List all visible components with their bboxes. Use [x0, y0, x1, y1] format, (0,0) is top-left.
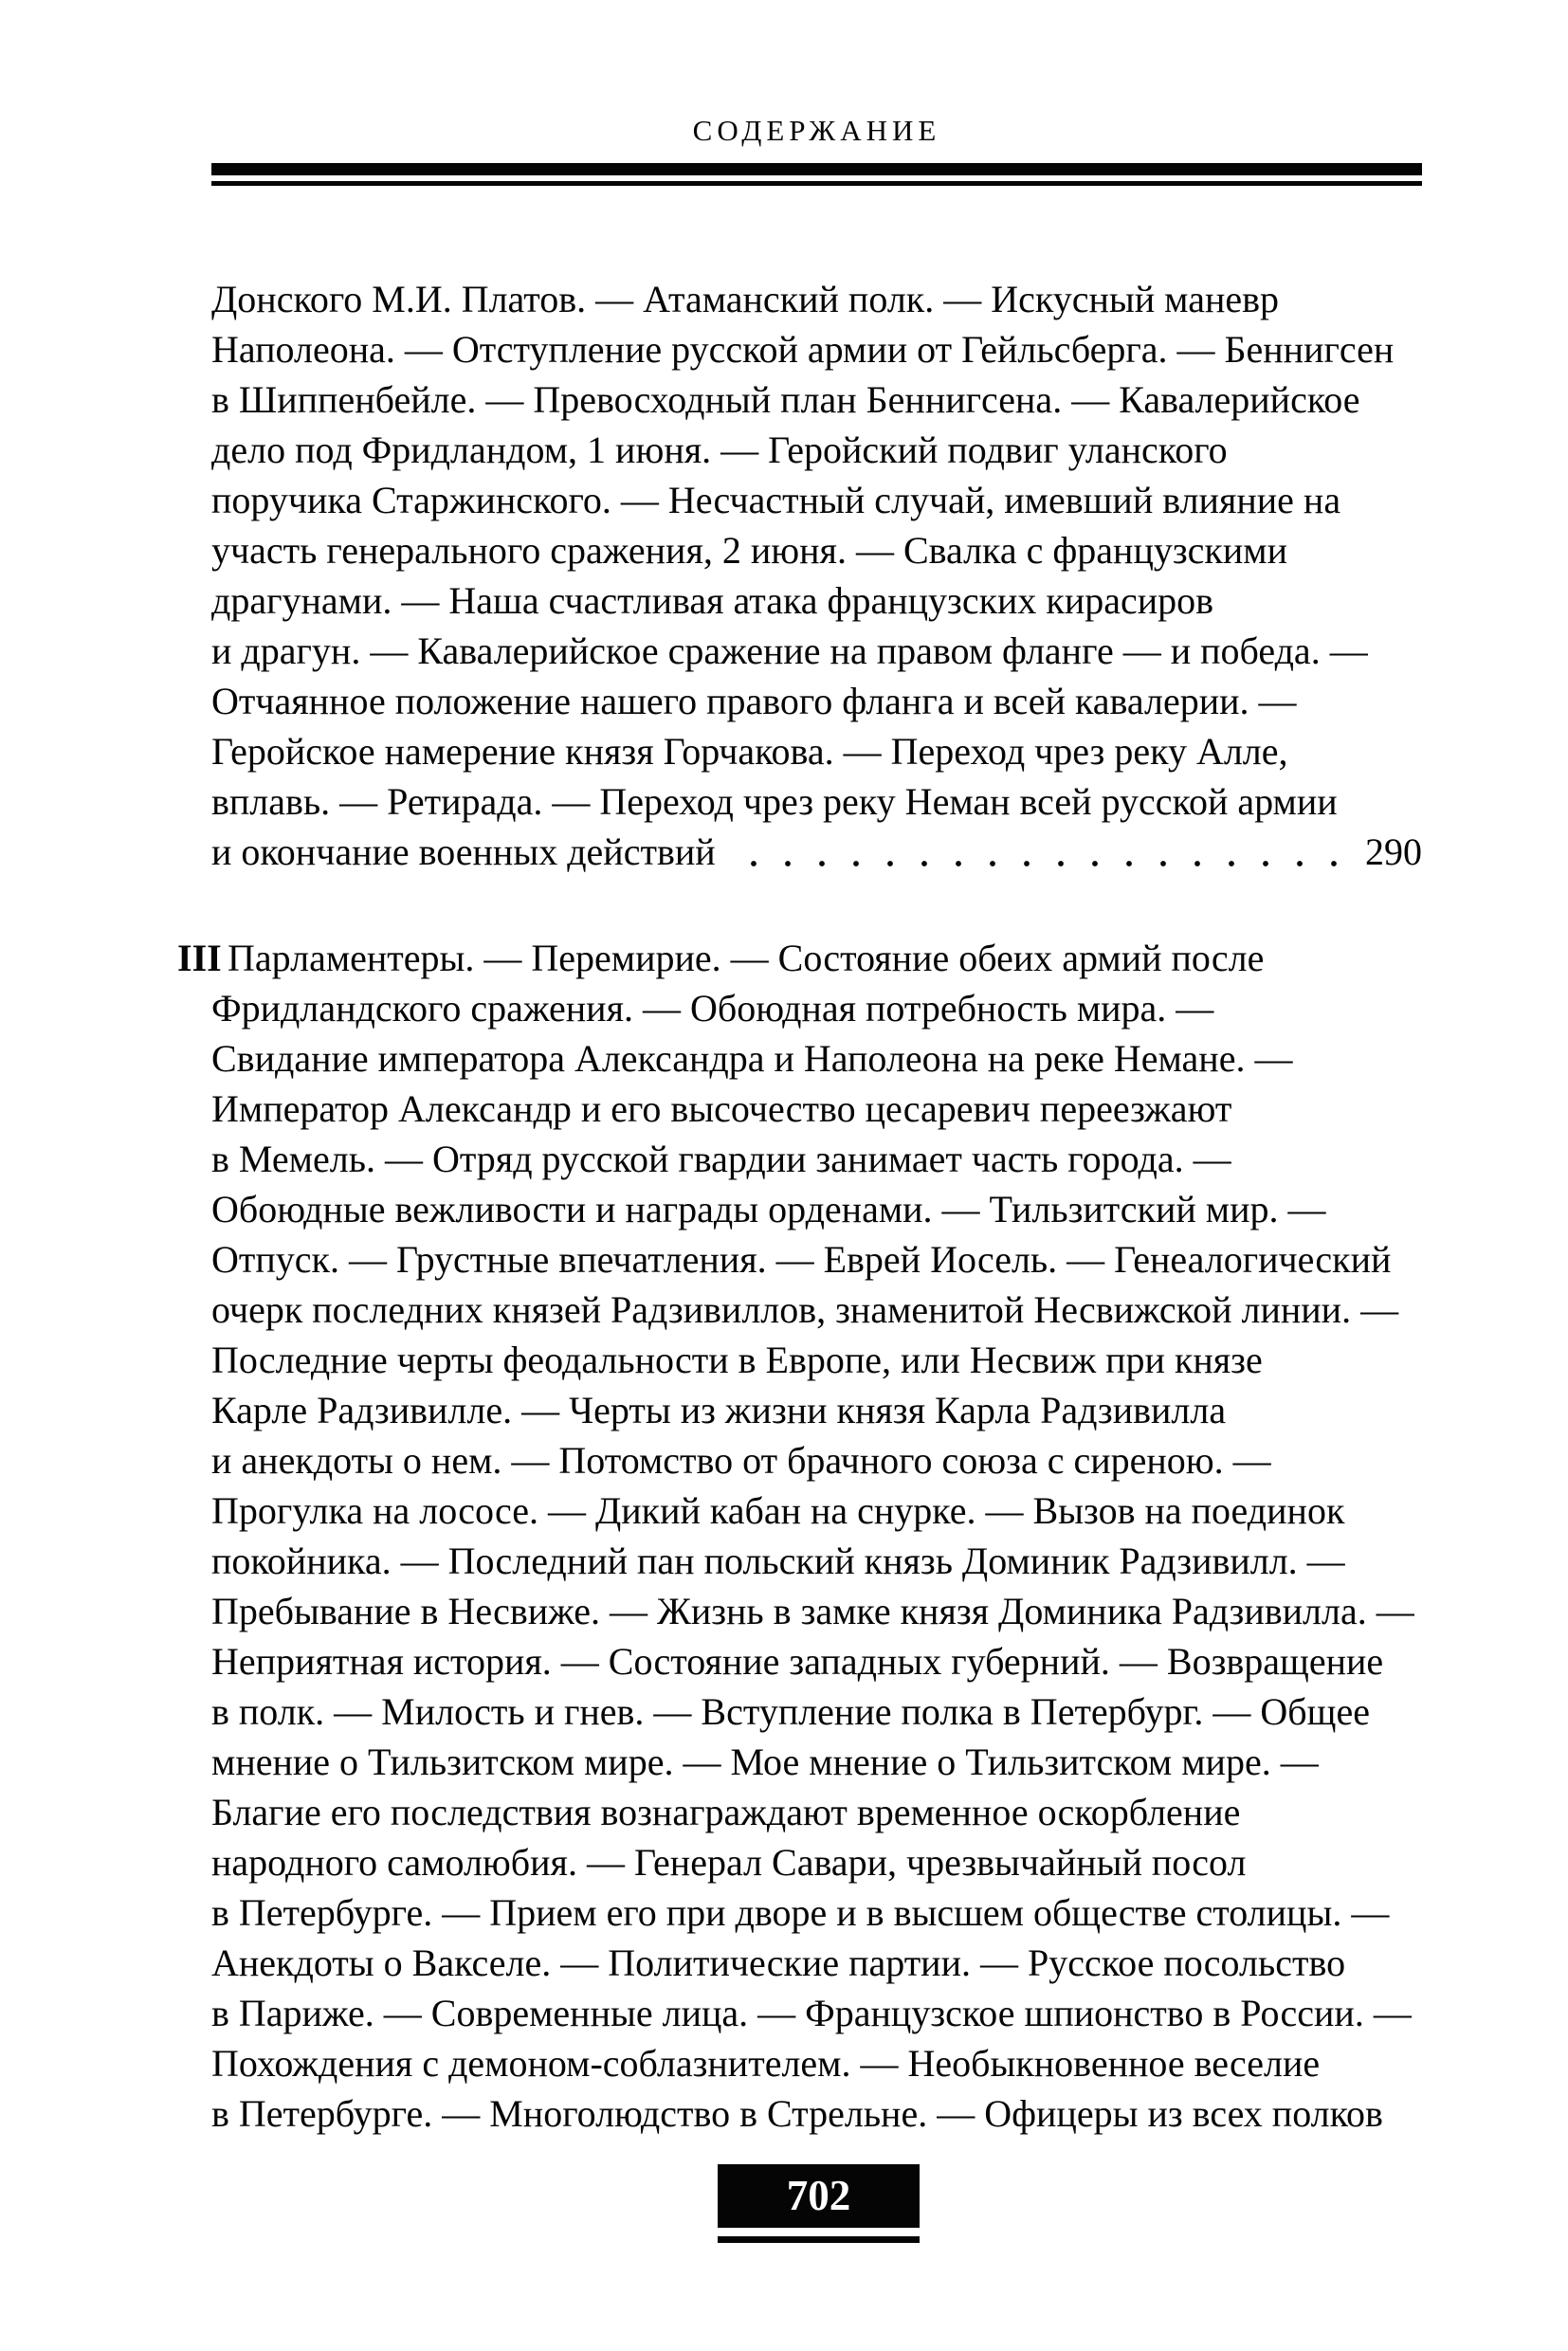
toc-leader-line-text: и окончание военных действий: [211, 830, 716, 873]
toc-entry-continuation: [211, 274, 1422, 877]
header-rule-thick: [211, 163, 1422, 175]
toc-line: Пребывание в Несвиже. — Жизнь в замке князя Доминика Радзивилла. —: [211, 1590, 1414, 1632]
toc-entry-chapter-3: [177, 933, 1422, 2139]
toc-continuation-lines: [211, 274, 1422, 827]
toc-line: Донского М.И. Платов. — Атаманский полк. — Искусный маневр: [211, 278, 1279, 320]
toc-line: народного самолюбия. — Генерал Савари, чрезвычайный посол: [211, 1841, 1247, 1884]
toc-line: в Петербурге. — Прием его при дворе и в высшем обществе столицы. —: [211, 1891, 1390, 1934]
toc-line: Прогулка на лососе. — Дикий кабан на снурке. — Вызов на поединок: [211, 1489, 1345, 1532]
toc-line: участь генерального сражения, 2 июня. — Свалка с французскими: [211, 529, 1287, 572]
toc-line: Фридландского сражения. — Обоюдная потребность мира. —: [211, 987, 1214, 1030]
toc-line: Отпуск. — Грустные впечатления. — Еврей Иосель. — Генеалогический: [211, 1238, 1392, 1281]
toc-chapter-first-line: [177, 933, 1422, 983]
toc-line: Похождения с демоном-соблазнителем. — Необыкновенное веселие: [211, 2042, 1321, 2085]
toc-line: Отчаянное положение нашего правого фланга и всей кавалерии. —: [211, 680, 1297, 722]
header-rule-thin: [211, 181, 1422, 186]
toc-line: вплавь. — Ретирада. — Переход чрез реку Неман всей русской армии: [211, 780, 1338, 823]
dot-leader: [733, 827, 1352, 877]
toc-line: Благие его последствия вознаграждают временное оскорбление: [211, 1791, 1241, 1833]
toc-line: в Шиппенбейле. — Превосходный план Беннигсена. — Кавалерийское: [211, 378, 1360, 421]
toc-line: драгунами. — Наша счастливая атака французских кирасиров: [211, 579, 1214, 622]
page-header-running-title: СОДЕРЖАНИЕ: [692, 114, 941, 147]
footer-rule: [718, 2236, 920, 2243]
toc-line: в Петербурге. — Многолюдство в Стрельне. — Офицеры из всех полков: [211, 2092, 1383, 2135]
toc-chapter3-lines: [211, 983, 1422, 2139]
toc-line: Анекдоты о Вакселе. — Политические партии. — Русское посольство: [211, 1941, 1346, 1984]
toc-line: поручика Старжинского. — Несчастный случай, имевший влияние на: [211, 479, 1341, 521]
toc-line: Неприятная история. — Состояние западных губерний. — Возвращение: [211, 1640, 1384, 1683]
toc-line: и анекдоты о нем. — Потомство от брачного союза с сиреною. —: [211, 1439, 1271, 1482]
toc-line: и драгун. — Кавалерийское сражение на правом фланге — и победа. —: [211, 629, 1368, 672]
toc-line: дело под Фридландом, 1 июня. — Геройский подвиг уланского: [211, 428, 1228, 471]
toc-line: Наполеона. — Отступление русской армии от Гейльсберга. — Беннигсен: [211, 328, 1395, 371]
toc-line: покойника. — Последний пан польский князь Доминик Радзивилл. —: [211, 1540, 1345, 1582]
toc-chapter-first-line-text: Парламентеры. — Перемирие. — Состояние обеих армий после: [228, 937, 1265, 979]
footer-page-number: 702: [718, 2164, 920, 2228]
toc-line: Император Александр и его высочество цесаревич переезжают: [211, 1087, 1232, 1130]
toc-line: Геройское намерение князя Горчакова. — Переход чрез реку Алле,: [211, 730, 1288, 773]
toc-line: Обоюдные вежливости и награды орденами. — Тильзитский мир. —: [211, 1188, 1326, 1230]
toc-line: в полк. — Милость и гнев. — Вступление полка в Петербург. — Общее: [211, 1690, 1370, 1733]
toc-line: в Париже. — Современные лица. — Французское шпионство в России. —: [211, 1992, 1412, 2034]
toc-line: Последние черты феодальности в Европе, или Несвиж при князе: [211, 1339, 1263, 1381]
toc-line: в Мемель. — Отряд русской гвардии занимает часть города. —: [211, 1138, 1231, 1180]
chapter-number: III: [177, 937, 222, 979]
toc-line: очерк последних князей Радзивиллов, знаменитой Несвижской линии. —: [211, 1288, 1399, 1331]
toc-page-ref: 290: [1365, 830, 1422, 873]
toc-line: мнение о Тильзитском мире. — Мое мнение о Тильзитском мире. —: [211, 1740, 1319, 1783]
toc-line: Карле Радзивилле. — Черты из жизни князя Карла Радзивилла: [211, 1389, 1227, 1431]
toc-leader-line: [211, 827, 1422, 877]
toc-line: Свидание императора Александра и Наполеона на реке Немане. —: [211, 1037, 1293, 1080]
